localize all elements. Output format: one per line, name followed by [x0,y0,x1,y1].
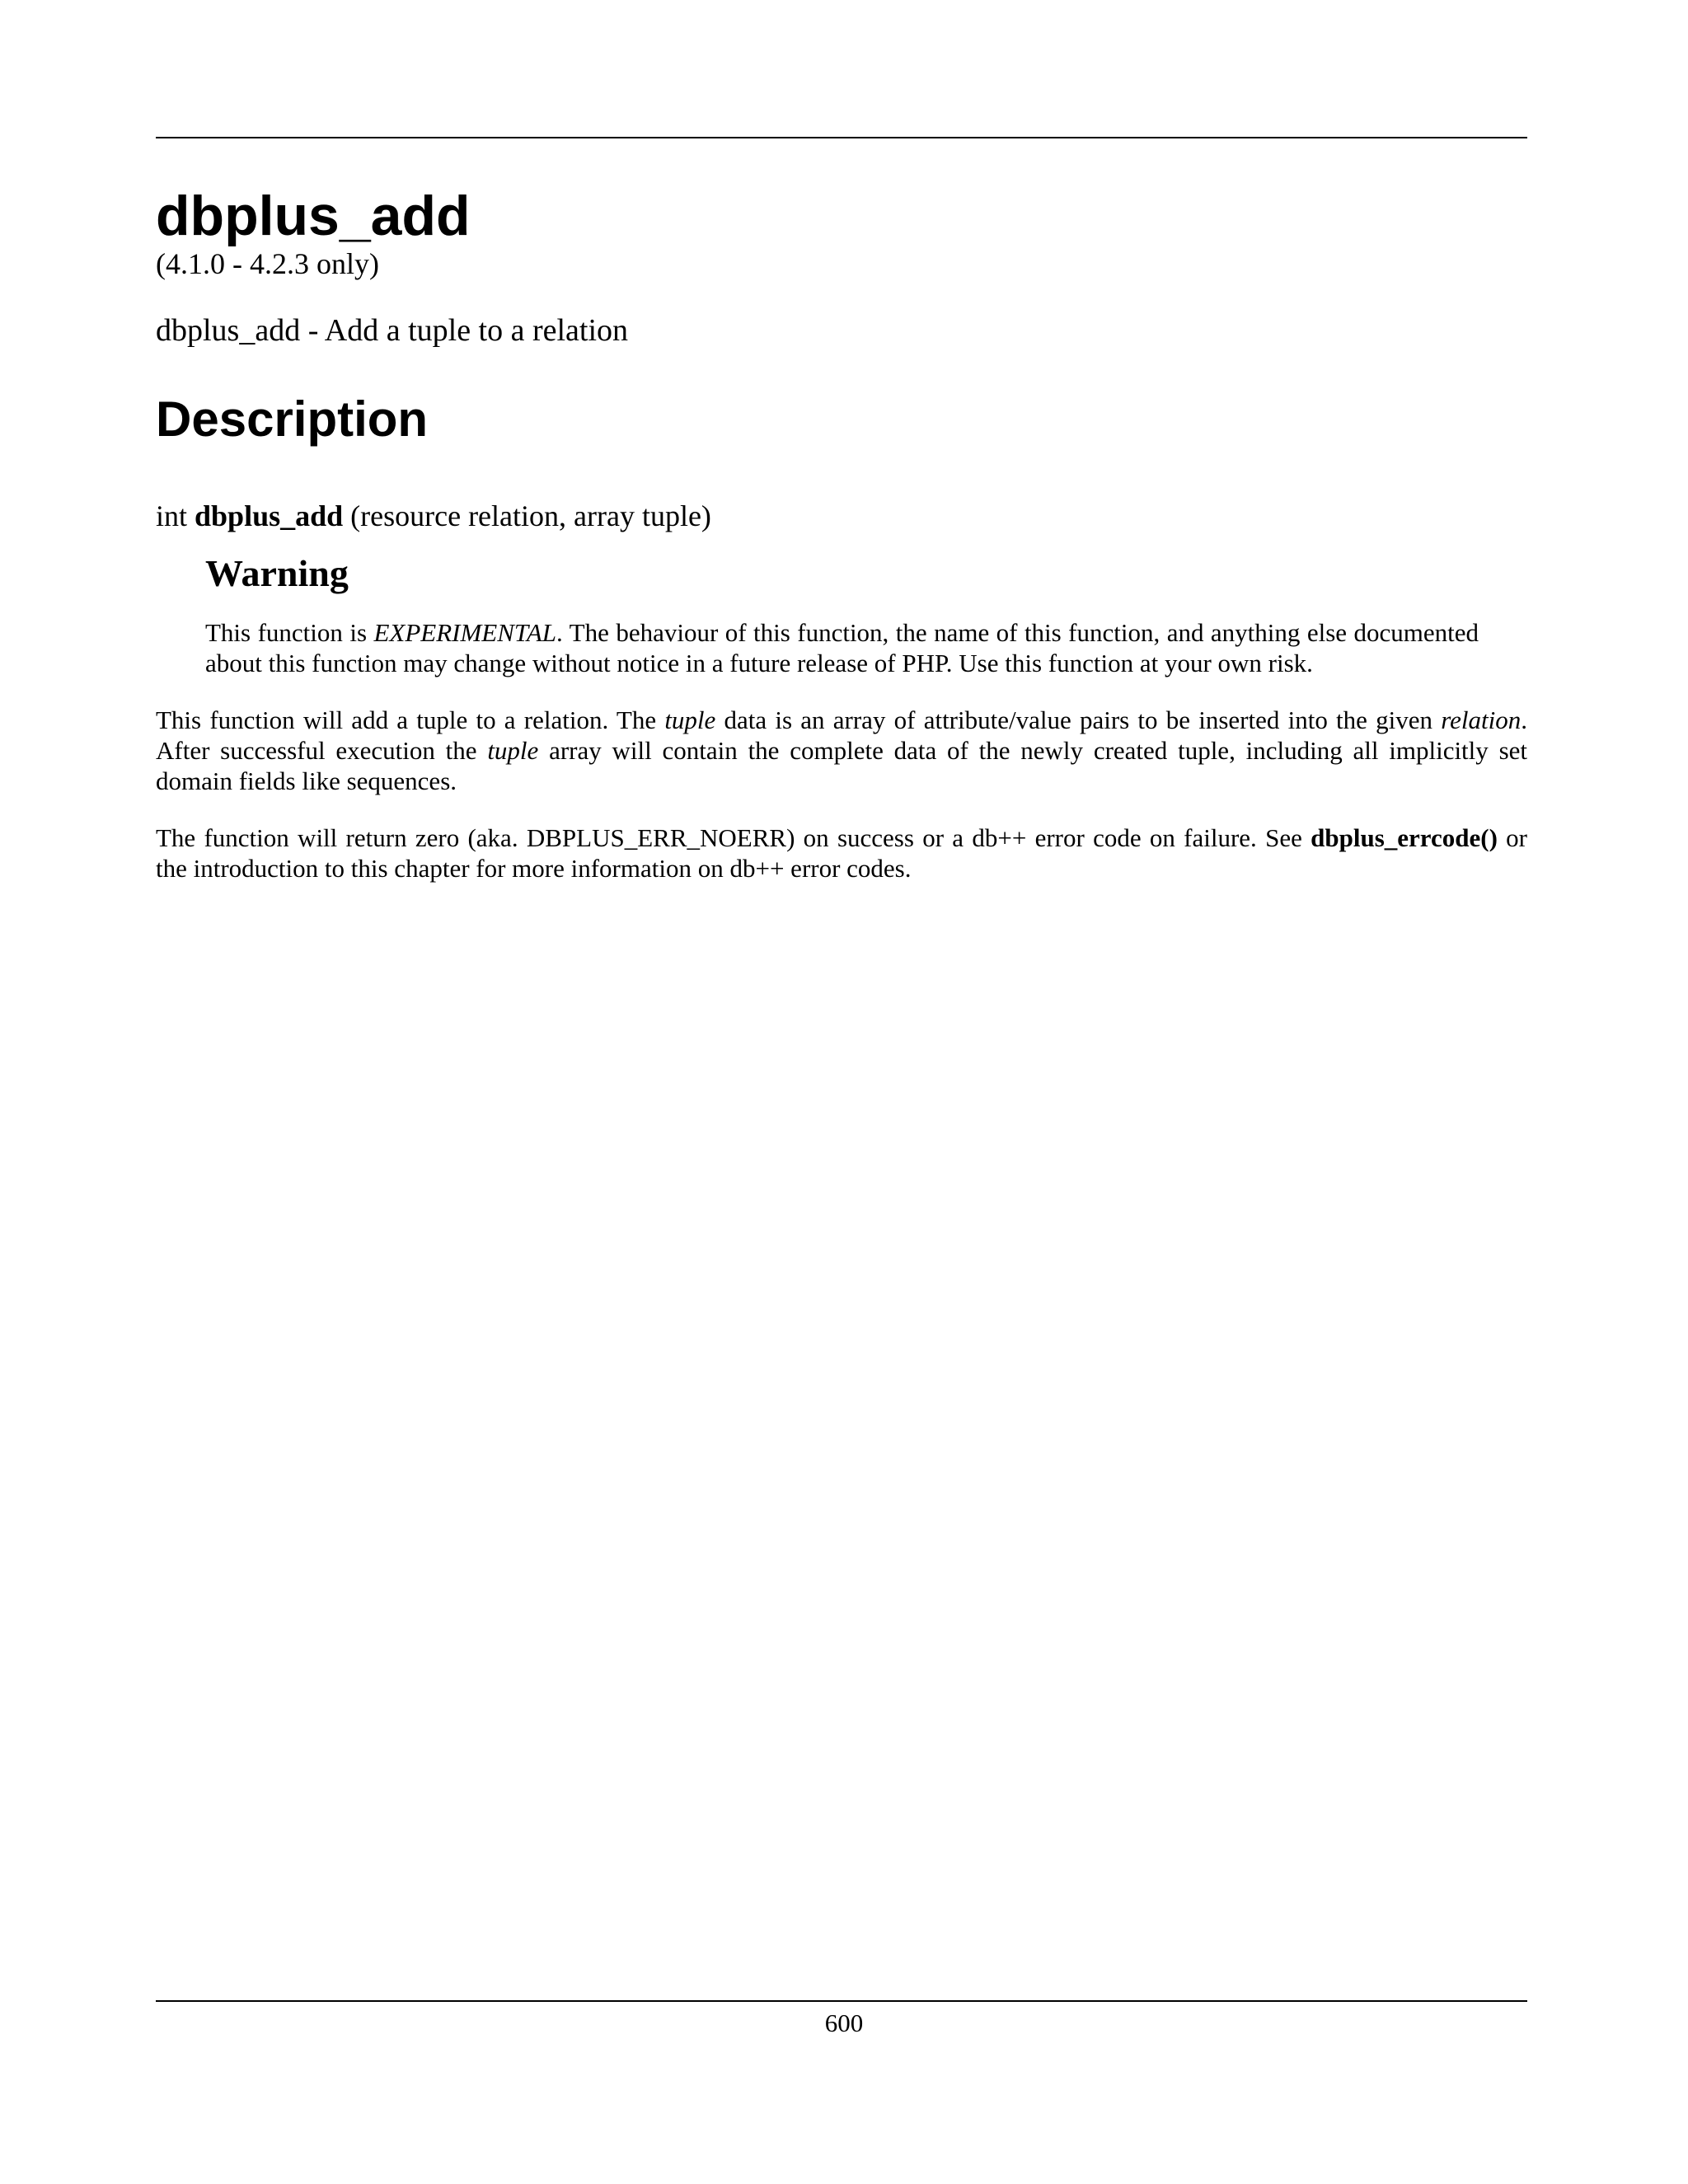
function-purpose: dbplus_add - Add a tuple to a relation [156,313,629,348]
return-value-paragraph [156,823,1527,883]
param-tuple: tuple [664,705,716,734]
paragraph-text: or the introduction to this chapter for more information on db++ error codes. [156,823,1527,883]
section-heading-description: Description [156,391,429,447]
header-rule [156,137,1527,138]
footer-rule [156,2000,1527,2002]
paragraph-text: array will contain the complete data of the newly created tuple, including all implicitly set domain fields like sequences. [156,736,1528,795]
param-tuple: tuple [487,736,539,765]
page-title: dbplus_add [156,185,471,247]
warning-box [205,551,1479,678]
description-paragraph [156,705,1527,796]
version-info: (4.1.0 - 4.2.3 only) [156,247,379,280]
synopsis-return-type: int [156,499,188,532]
warning-text [205,617,1479,678]
page-content [156,185,1527,883]
function-synopsis [156,499,1527,533]
page-number: 600 [824,2008,864,2037]
synopsis-function-name: dbplus_add [195,499,344,532]
paragraph-text: data is an array of attribute/value pairs to be inserted into the given [715,705,1442,734]
param-relation: relation [1441,705,1522,734]
synopsis-params: (resource relation, array tuple) [350,499,711,532]
warning-experimental-emphasis: EXPERIMENTAL [373,618,557,647]
warning-text-part: . The behaviour of this function, the name of this function, and anything else documented about this function may change without notice in a future release of PHP. Use this function at your own risk. [205,618,1479,677]
paragraph-text: This function will add a tuple to a relation. The [156,705,665,734]
errcode-function-link[interactable]: dbplus_errcode() [1311,823,1498,852]
warning-text-part: This function is [205,618,374,647]
warning-title: Warning [205,552,349,594]
paragraph-text: The function will return zero (aka. DBPLUS_ERR_NOERR) on success or a db++ error code on failure. See [156,823,1311,852]
paragraph-text: . After successful execution the [156,705,1528,765]
